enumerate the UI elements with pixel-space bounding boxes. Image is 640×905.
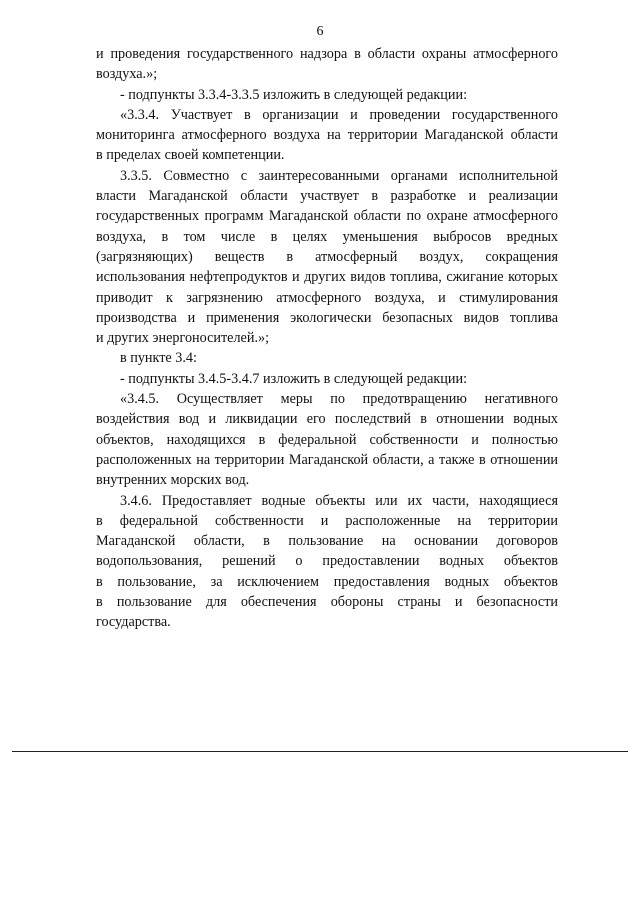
text-line: 3.3.5. Совместно с заинтересованными органами исполнительной bbox=[120, 167, 558, 184]
text-line: водопользования, решений о предоставлении водных объектов bbox=[96, 553, 558, 570]
text-line: воздуха.»; bbox=[96, 66, 158, 83]
text-line: производства и применения экологически безопасных видов топлива bbox=[96, 309, 558, 326]
text-line: приводит к загрязнению атмосферного воздуха, и стимулирования bbox=[96, 289, 558, 306]
text-line: мониторинга атмосферного воздуха на территории Магаданской области bbox=[96, 127, 558, 144]
text-line: и проведения государственного надзора в области охраны атмосферного bbox=[96, 46, 558, 62]
text-line: в пределах своей компетенции. bbox=[96, 147, 285, 164]
text-line: объектов, находящихся в федеральной собственности и полностью bbox=[96, 431, 558, 448]
text-line: государственных программ Магаданской области по охране атмосферного bbox=[96, 208, 558, 225]
text-line: в пользование для обеспечения обороны страны и безопасности bbox=[96, 594, 558, 611]
text-line: расположенных на территории Магаданской области, а также в отношении bbox=[96, 451, 558, 468]
page-number: 6 bbox=[316, 24, 324, 39]
text-line: в пункте 3.4: bbox=[120, 350, 197, 367]
text-line: воздействия вод и ликвидации его последствий в отношении водных bbox=[96, 411, 558, 428]
footer-rule bbox=[12, 751, 628, 752]
text-line: и других энергоносителей.»; bbox=[96, 330, 270, 347]
document-body bbox=[96, 44, 558, 633]
text-line: Магаданской области, в пользование на основании договоров bbox=[96, 533, 558, 550]
text-line: - подпункты 3.3.4-3.3.5 изложить в следующей редакции: bbox=[120, 86, 468, 103]
text-line: (загрязняющих) веществ в атмосферный воздух, сокращения bbox=[96, 248, 558, 265]
text-line: в пользование, за исключением предоставления водных объектов bbox=[96, 573, 558, 590]
text-line: внутренних морских вод. bbox=[96, 472, 250, 489]
text-line: использования нефтепродуктов и других видов топлива, сжигание которых bbox=[96, 269, 558, 286]
text-line: воздуха, в том числе в целях уменьшения выбросов вредных bbox=[96, 228, 558, 245]
text-line: власти Магаданской области участвует в разработке и реализации bbox=[96, 188, 558, 205]
text-line: «3.4.5. Осуществляет меры по предотвращению негативного bbox=[120, 391, 558, 408]
text-line: государства. bbox=[96, 614, 171, 631]
text-line: - подпункты 3.4.5-3.4.7 изложить в следующей редакции: bbox=[120, 370, 468, 387]
text-line: 3.4.6. Предоставляет водные объекты или их части, находящиеся bbox=[120, 492, 558, 509]
text-line: «3.3.4. Участвует в организации и проведении государственного bbox=[120, 106, 558, 123]
text-line: в федеральной собственности и расположенные на территории bbox=[96, 512, 558, 529]
